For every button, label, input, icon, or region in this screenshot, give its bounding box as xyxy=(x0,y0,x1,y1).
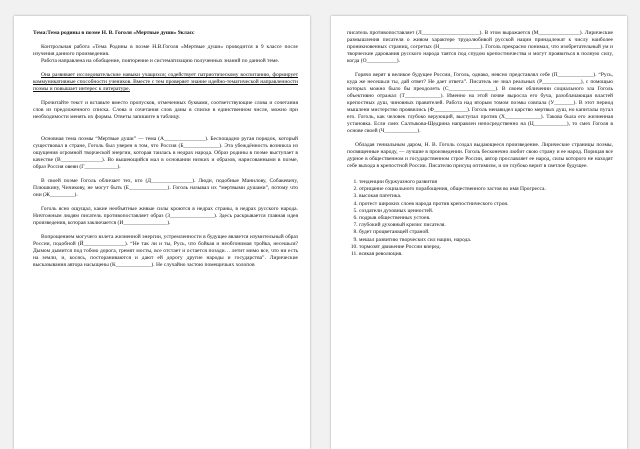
list-item: 7. глубокий духовный кризис писателя. xyxy=(359,222,613,229)
page-title: Тема:Тема родины в поэме Н. В. Гоголя «Мертвые души» 9класс xyxy=(33,30,195,36)
answer-options-list xyxy=(359,179,613,258)
list-item: 2. отрицание социального порабощения, общественного застоя во имя Прогресса. xyxy=(359,186,613,193)
paragraph-landowners: В своей поэме Гоголь обличает тех, кто (Д_______________). Люди, подобные Манилову, Собакевичу, Плюшкину, Чичикову, не могут быть (Е______________). Гоголь называл их “мертвыми душами”, потому что они (Ж_________). xyxy=(33,178,298,198)
paragraph-future: Горячо верят в великое будущее России, Гоголь, однако, неясно представлял себе (П_____________). “Русь, куда же несешься ты, дай ответ? Не дает ответа”. Писатель не знал реальных (Р______________), с помощью которых можно было бы преодолеть (С_________________). В своем обличении социального зла Гоголь объективно отражал (Т_____________). Именно на этой почве выросла его буча, разоблачающая властей крепостных душ, чиновных правителей. Работа над вторым томом поэмы совпала (У_______). В этот период мышлени мистерство проявились (Ф____________). Гоголь ненавидел царство мертвых душ, но капиталы пугал его. Гоголь, как человек глубоко верующий, выступал против (Х_____________). Такова была его жизненная установка. Если смех Салтыкова-Щедрина направлен непосредственно на (Ц____________), то смех Гоголя в основе своей (Ч____________). xyxy=(347,72,613,134)
list-item: 5. создатели духовных ценностей. xyxy=(359,208,613,215)
paragraph-instructions: Прочитайте текст и вставьте вместо пропусков, отмеченных буквами, соответствующие слова и сочетания слов из предложенного списка. Слова и сочетания слов даны в списке в единственном числе, можно при необходимости менять их формы. Ответы запишите в таблицу. xyxy=(33,100,298,120)
list-item: 8. будет процветающей страной. xyxy=(359,229,613,236)
document-page-left xyxy=(14,16,310,449)
list-item: 10. тормозят движение России вперед. xyxy=(359,244,613,251)
paragraph-intro: Контрольная работа «Тема Родины в поэме Н.В.Гоголя «Мертвые души» проводится в 9 классе после изучения данного произведения. xyxy=(33,44,298,57)
paragraph-conclusion: Обладая гениальным даром, Н. В. Гоголь создал выдающееся произведение. Лирические страницы поэмы, посвященные народу, — лучшие в произведении. Гоголь бесконечно любит свою страну и ее народ. Порицая все дурное в общественном и государственном строе России, автор прославляет ее народ, силы которого не находят себе выхода в крепостной России. Писателю присущ оптимизм, и он глубоко верит в светлое будущее. xyxy=(347,142,613,169)
list-item: 3. высокая патетика. xyxy=(359,193,613,200)
paragraph-troika: Вопрощением могучего взлета жизненной энергии, устремленности в будущее является изумительный образ России, подобной (Й_______________). “Не так ли и ты, Русь, что бойкая и необгонимая тройка, несешься? Дымом дымится под тобою дорога, гремят мосты, все отстает и остается позади… летит мимо все, что ни есть на земли, и, косясь, постораниваются и дают ей дорогу другие народы и государства”. Лирические высказывания автора насыщены (К_____________). Не случайно застою помещичьих холопов xyxy=(33,234,298,268)
list-item: 6. подрыв общественных устоев. xyxy=(359,215,613,222)
list-item: 11. всякая революция. xyxy=(359,251,613,258)
list-item: 1. тенденции буржуазного развития xyxy=(359,179,613,186)
document-page-right xyxy=(331,16,627,449)
list-item: 4. протест широких слоев народа против крепостнического строя. xyxy=(359,201,613,208)
paragraph-purpose: Работа направлена на обобщение, повторение и систематизацию полученных знаний по данной теме. xyxy=(41,58,280,64)
paragraph-contrast: писатель противопоставляет (Л_____________________). В этом выражается (М_______________). Лирические размышления писателя о живом характере трудолюбивой русской нации принадлежат к числу наиболее проникновенных страниц, согретых (Н_______________). Гоголь прекрасно понимал, что изобретательный ум и творческие дарования русского народа таятся под спудом крепостничества и могут проявиться в полную силу, когда (О___________). xyxy=(347,30,613,64)
paragraph-people: Гоголь ясно ощущал, какие необъятные живые силы кроются в недрах страны, в недрах русского народа. Ничтожным людям писатель противопоставляет образ (З________________). Здесь раскрывается главная идея произведения, которая заключается (И________________). xyxy=(33,206,298,226)
list-item: 9. мешал развитию творческих сил нации, народа. xyxy=(359,237,613,244)
paragraph-skills: Она развивает исследовательские навыки учащихся; содействует патриотическому воспитанию, формирует коммуникативные способности учеников. Вместе с тем проверяет знание идейно-тематической направленности поэмы и повышает интерес к литературе. xyxy=(33,72,298,92)
paragraph-theme: Основная тема поэмы “Мертвые души” — тема (А_______________). Беспощадно ругая порядок, который существовал в стране, Гоголь был уверен в том, что Россия (Б_____________). Эта убеждённость возникла из ощущения огромной творческой энергии, которая таилась в недрах народа. Образ родины в поэме выступает в качестве (В_______________). Во вышеющийся мал в основании низких и образов, нарисованными в поэме, образ Россия овеян (Г____________). xyxy=(33,136,298,170)
